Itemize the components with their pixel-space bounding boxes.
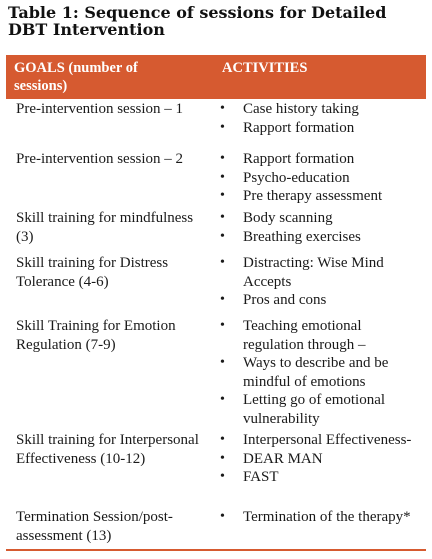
activity-item: [216, 468, 421, 487]
bullet-icon: •: [220, 228, 225, 244]
activities-list: [216, 100, 421, 137]
table-header: [6, 55, 426, 99]
bullet-icon: •: [220, 210, 225, 225]
goal-cell: Pre-intervention session – 1: [16, 101, 184, 117]
activity-item: [216, 317, 421, 354]
activity-item: [216, 431, 421, 450]
activity-item: [216, 100, 421, 119]
activity-text: FAST: [243, 469, 279, 485]
table-bottom-rule: [6, 549, 426, 551]
activity-text: Pros and cons: [243, 292, 327, 308]
table-caption: Table 1: Sequence of sessions for Detailed DBT Intervention: [8, 3, 387, 39]
activities-list: [216, 209, 421, 246]
goal-cell: Pre-intervention session – 2: [16, 151, 184, 167]
bullet-icon: •: [220, 318, 225, 333]
goal-cell: Skill Training for Emotion Regulation (7-9): [16, 318, 176, 353]
activities-list: [216, 254, 421, 310]
bullet-icon: •: [220, 119, 225, 135]
activity-item: [216, 354, 421, 391]
activity-item: [216, 169, 421, 188]
bullet-icon: •: [220, 450, 225, 466]
activity-text: Rapport formation: [243, 119, 355, 136]
activity-item: [216, 291, 421, 310]
activity-text: Termination of the therapy*: [243, 509, 411, 525]
activity-text: Case history taking: [243, 101, 359, 117]
bullet-icon: •: [220, 509, 225, 524]
header-activities: ACTIVITIES: [222, 60, 308, 76]
activities-list: [216, 508, 421, 527]
bullet-icon: •: [220, 151, 225, 166]
bullet-icon: •: [220, 392, 225, 407]
goal-cell: Skill training for Interpersonal Effectiveness (10-12): [16, 432, 199, 467]
activity-item: [216, 254, 421, 291]
header-goals: GOALS (number of sessions): [14, 60, 138, 94]
activity-text: Breathing exercises: [243, 228, 361, 245]
activity-item: [216, 150, 421, 169]
activity-text: Body scanning: [243, 210, 333, 226]
activity-item: [216, 209, 421, 228]
bullet-icon: •: [220, 255, 225, 270]
bullet-icon: •: [220, 355, 225, 370]
activity-text: Pre therapy assessment: [243, 188, 383, 204]
goal-cell: Termination Session/post-assessment (13): [16, 509, 173, 544]
activity-text: Teaching emotional regulation through –: [243, 318, 366, 353]
activity-item: [216, 187, 421, 206]
goal-cell: Skill training for Distress Tolerance (4-6): [16, 255, 169, 290]
bullet-icon: •: [220, 292, 225, 307]
activity-item: [216, 450, 421, 469]
activity-item: [216, 119, 421, 138]
activities-list: [216, 150, 421, 206]
activity-item: [216, 228, 421, 247]
activity-text: DEAR MAN: [243, 450, 323, 467]
bullet-icon: •: [220, 169, 225, 185]
activity-item: [216, 508, 421, 527]
activities-list: [216, 317, 421, 428]
bullet-icon: •: [220, 101, 225, 116]
bullet-icon: •: [220, 432, 225, 447]
activity-text: Rapport formation: [243, 151, 355, 167]
bullet-icon: •: [220, 469, 225, 484]
activity-text: Distracting: Wise Mind Accepts: [243, 255, 384, 290]
activity-text: Ways to describe and be mindful of emotions: [243, 355, 389, 390]
activity-text: Interpersonal Effectiveness-: [243, 432, 412, 448]
activity-item: [216, 391, 421, 428]
bullet-icon: •: [220, 188, 225, 203]
goal-cell: Skill training for mindfulness (3): [16, 210, 194, 245]
activities-list: [216, 431, 421, 487]
activity-text: Letting go of emotional vulnerability: [243, 392, 386, 427]
activity-text: Psycho-education: [243, 169, 350, 186]
